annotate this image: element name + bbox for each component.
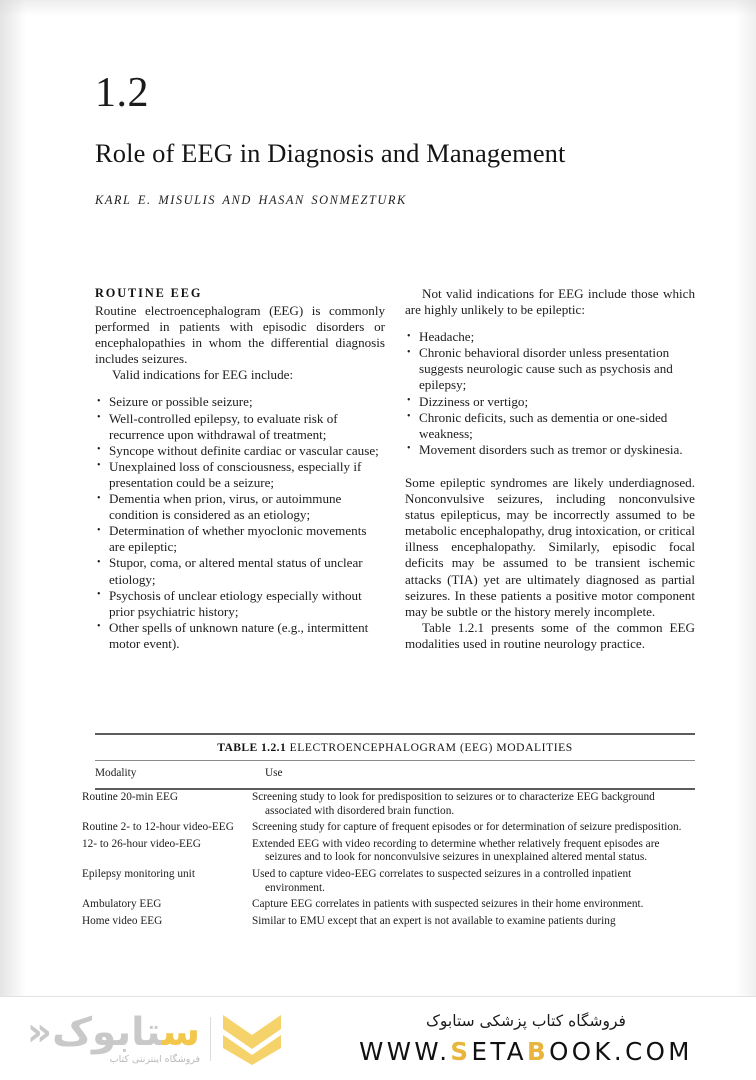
list-item: • Psychosis of unclear etiology especially without prior psychiatric history; — [95, 588, 385, 620]
logo-wordmark — [26, 1009, 201, 1055]
cell-use: Similar to EMU except that an expert is not available to examine patients during — [252, 914, 616, 927]
left-spacer — [95, 383, 385, 394]
modalities-table — [95, 761, 695, 788]
double-chevron-icon — [221, 1011, 283, 1067]
logo-divider — [210, 1017, 211, 1061]
list-item: • Headache; — [405, 329, 695, 345]
url-part: OOK.COM — [549, 1036, 693, 1066]
right-spacer-top — [405, 318, 695, 329]
logo-subtitle: فروشگاه اینترنتی کتاب — [109, 1053, 201, 1065]
modalities-table-body — [82, 790, 695, 930]
right-paragraph-2: Table 1.2.1 presents some of the common EEG modalities used in routine neurology practice. — [405, 619, 695, 651]
cell-use: Capture EEG correlates in patients with suspected seizures in their home environment. — [252, 898, 644, 911]
table-row — [95, 790, 695, 820]
right-spacer-mid — [405, 458, 695, 475]
list-item: • Dementia when prion, virus, or autoimmune condition is considered as an etiology; — [95, 491, 385, 523]
cell-use: Used to capture video-EEG correlates to suspected seizures in a controlled inpatient environment. — [252, 868, 632, 894]
chapter-number: 1.2 — [95, 70, 149, 116]
list-item: • Stupor, coma, or altered mental status of unclear etiology; — [95, 555, 385, 587]
logo-wordmark-gray: تابوک« — [26, 1009, 162, 1055]
column-header-use: Use — [265, 767, 283, 779]
table-row — [95, 897, 695, 914]
url-part: S — [450, 1036, 472, 1066]
page-content — [82, 0, 695, 927]
right-lead-in: Not valid indications for EEG include those which are highly unlikely to be epileptic: — [405, 286, 695, 318]
page-edge-shadow-right — [736, 0, 756, 1080]
banner-logo-group — [0, 1011, 310, 1067]
watermark-banner — [0, 996, 756, 1080]
cell-modality: Home video EEG — [82, 914, 163, 927]
chapter-byline: KARL E. MISULIS AND HASAN SONMEZTURK — [95, 193, 407, 208]
table-caption-number: TABLE 1.2.1 — [217, 741, 287, 754]
url-part: B — [526, 1036, 550, 1066]
list-item: • Chronic deficits, such as dementia or one-sided weakness; — [405, 410, 695, 442]
list-item: • Other spells of unknown nature (e.g., intermittent motor event). — [95, 620, 385, 652]
left-column — [95, 286, 385, 652]
table-row — [95, 867, 695, 897]
list-item: • Seizure or possible seizure; — [95, 394, 385, 410]
table-row — [95, 836, 695, 866]
table-row — [95, 820, 695, 837]
not-valid-indications-list — [405, 329, 695, 458]
banner-url[interactable] — [359, 1037, 693, 1066]
list-item: • Well-controlled epilepsy, to evaluate risk of recurrence upon withdrawal of treatment; — [95, 411, 385, 443]
table-header-row — [95, 761, 695, 788]
logo-wordmark-gold: س — [161, 1009, 201, 1055]
list-item: • Determination of whether myoclonic movements are epileptic; — [95, 523, 385, 555]
table-caption-title: ELECTROENCEPHALOGRAM (EEG) MODALITIES — [289, 741, 573, 754]
page-edge-shadow-left — [0, 0, 26, 1080]
right-column — [405, 286, 695, 652]
right-paragraph-1: Some epileptic syndromes are likely underdiagnosed. Nonconvulsive seizures, including nonconvulsive status epilepticus, may be incorrectly assumed to be metabolic encephalopathy, drug intoxication, or critical illness encephalopathy. Similarly, episodic focal deficits may be assumed to be transient ischemic attacks (TIA) yet are ultimately diagnosed as partial seizures. In these patients a positive motor component may be subtle or the history merely incomplete. — [405, 474, 695, 619]
list-item: • Unexplained loss of consciousness, especially if presentation could be a seizure; — [95, 459, 385, 491]
cell-use: Extended EEG with video recording to determine whether relatively frequent episodes are seizures and to look for nonconvulsive seizures in unexplained altered mental status. — [252, 837, 660, 864]
banner-tagline: فروشگاه کتاب پزشکی ستابوک — [426, 1011, 626, 1030]
list-item: • Movement disorders such as tremor or dyskinesia. — [405, 442, 695, 458]
left-lead-in: Valid indications for EEG include: — [112, 367, 294, 383]
cell-modality: Ambulatory EEG — [82, 898, 162, 911]
cell-modality: 12- to 26-hour video-EEG — [82, 837, 201, 850]
cell-use: Screening study for capture of frequent episodes or for determination of seizure predisposition. — [252, 821, 682, 834]
table-1-2-1 — [82, 733, 695, 930]
cell-modality: Routine 20-min EEG — [82, 791, 179, 804]
valid-indications-list — [95, 394, 385, 652]
list-item: • Dizziness or vertigo; — [405, 394, 695, 410]
section-heading-routine-eeg: ROUTINE EEG — [95, 286, 203, 300]
list-item: • Syncope without definite cardiac or vascular cause; — [95, 443, 385, 459]
left-intro-paragraph: Routine electroencephalogram (EEG) is commonly performed in patients with episodic disorders or encephalopathies in whom the differential diagnosis includes seizures. — [95, 303, 385, 367]
setabook-logo — [26, 1009, 201, 1065]
url-part: ETA — [471, 1036, 527, 1066]
table-row — [95, 913, 695, 930]
url-part: WWW. — [359, 1036, 451, 1066]
chapter-title: Role of EEG in Diagnosis and Management — [95, 138, 566, 168]
banner-text-group — [310, 1012, 756, 1066]
column-header-modality: Modality — [95, 767, 137, 779]
cell-use: Screening study to look for predisposition to seizures or to characterize EEG background associated with disordered brain function. — [252, 791, 655, 817]
cell-modality: Epilepsy monitoring unit — [82, 868, 195, 881]
table-caption — [95, 735, 695, 760]
list-item: • Chronic behavioral disorder unless presentation suggests neurologic cause such as psychosis and epilepsy; — [405, 345, 695, 393]
cell-modality: Routine 2- to 12-hour video-EEG — [82, 821, 234, 834]
